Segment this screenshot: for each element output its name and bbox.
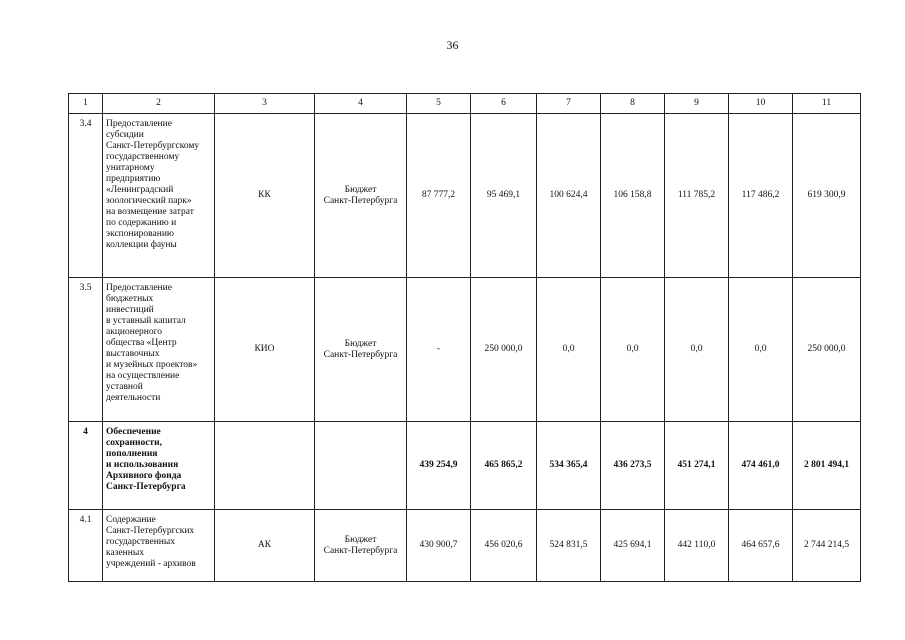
activity-name-line: коллекции фауны [106, 240, 177, 250]
header-cell: 11 [793, 94, 861, 114]
funding-source-line: Санкт-Петербурга [323, 195, 398, 206]
activity-name-line: на возмещение затрат [106, 207, 194, 217]
amount-cell: 534 365,4 [537, 422, 601, 510]
activity-name-line: пополнения [106, 449, 158, 459]
activity-name-cell [103, 278, 215, 422]
funding-source-line: Бюджет [344, 534, 377, 545]
budget-table [68, 93, 861, 582]
activity-name-line: и музейных проектов» [106, 360, 198, 370]
activity-name-line: экспонированию [106, 229, 175, 239]
page-number: 36 [446, 38, 459, 52]
activity-name-line: Санкт-Петербургскому [106, 141, 200, 151]
activity-name-line: унитарному [106, 163, 155, 173]
amount-cell: 425 694,1 [601, 510, 665, 582]
activity-name-line: деятельности [106, 393, 161, 403]
amount-cell: 465 865,2 [471, 422, 537, 510]
table-body [69, 114, 861, 582]
table-row [69, 422, 861, 510]
header-cell: 4 [315, 94, 407, 114]
activity-name-line: государственному [106, 152, 180, 162]
amount-cell: - [407, 278, 471, 422]
funding-source-line: Бюджет [344, 184, 377, 195]
amount-cell: 106 158,8 [601, 114, 665, 278]
amount-cell: 111 785,2 [665, 114, 729, 278]
header-row [69, 94, 861, 114]
activity-name-line: в уставный капитал [106, 316, 186, 326]
header-cell: 8 [601, 94, 665, 114]
amount-cell: 95 469,1 [471, 114, 537, 278]
activity-name-cell [103, 510, 215, 582]
header-cell: 9 [665, 94, 729, 114]
row-number-cell: 4 [69, 422, 103, 510]
activity-name-line: Предоставление [106, 283, 172, 293]
funding-source-line: Санкт-Петербурга [323, 349, 398, 360]
header-cell: 7 [537, 94, 601, 114]
table-row [69, 278, 861, 422]
amount-cell: 0,0 [665, 278, 729, 422]
executor-cell: АК [215, 510, 315, 582]
activity-name-line: Санкт-Петербургских [106, 526, 195, 536]
header-cell: 5 [407, 94, 471, 114]
activity-name-line: и использования [106, 460, 179, 470]
amount-cell: 456 020,6 [471, 510, 537, 582]
activity-name-line: акционерного [106, 327, 163, 337]
amount-cell: 0,0 [537, 278, 601, 422]
row-number-cell: 3.4 [69, 114, 103, 278]
funding-source-line: Санкт-Петербурга [323, 545, 398, 556]
funding-source-cell [315, 510, 407, 582]
funding-source-cell [315, 422, 407, 510]
amount-cell: 117 486,2 [729, 114, 793, 278]
funding-source-cell [315, 114, 407, 278]
header-cell: 6 [471, 94, 537, 114]
table-row [69, 114, 861, 278]
activity-name-line: уставной [106, 382, 143, 392]
funding-source-cell [315, 278, 407, 422]
amount-cell: 100 624,4 [537, 114, 601, 278]
activity-name-line: выставочных [106, 349, 160, 359]
row-number-cell: 4.1 [69, 510, 103, 582]
activity-name-line: субсидии [106, 130, 144, 140]
activity-name-line: на осуществление [106, 371, 180, 381]
activity-name-line: учреждений - архивов [106, 559, 196, 569]
header-cell: 10 [729, 94, 793, 114]
funding-source-line: Бюджет [344, 338, 377, 349]
activity-name-line: общества «Центр [106, 338, 177, 348]
amount-cell: 430 900,7 [407, 510, 471, 582]
header-cell: 3 [215, 94, 315, 114]
activity-name-line: Содержание [106, 515, 156, 525]
amount-cell: 442 110,0 [665, 510, 729, 582]
amount-cell: 0,0 [601, 278, 665, 422]
amount-cell: 2 801 494,1 [793, 422, 861, 510]
executor-cell: КИО [215, 278, 315, 422]
activity-name-line: инвестиций [106, 305, 154, 315]
row-number-cell: 3.5 [69, 278, 103, 422]
amount-cell: 250 000,0 [471, 278, 537, 422]
amount-cell: 250 000,0 [793, 278, 861, 422]
activity-name-line: казенных [106, 548, 144, 558]
amount-cell: 2 744 214,5 [793, 510, 861, 582]
activity-name-line: сохранности, [106, 438, 162, 448]
amount-cell: 619 300,9 [793, 114, 861, 278]
amount-cell: 439 254,9 [407, 422, 471, 510]
activity-name-line: бюджетных [106, 294, 154, 304]
header-cell: 1 [69, 94, 103, 114]
activity-name-line: Обеспечение [106, 427, 161, 437]
amount-cell: 524 831,5 [537, 510, 601, 582]
activity-name-line: Санкт-Петербурга [106, 482, 186, 492]
activity-name-line: государственных [106, 537, 176, 547]
executor-cell: КК [215, 114, 315, 278]
activity-name-line: Предоставление [106, 119, 172, 129]
activity-name-cell [103, 114, 215, 278]
amount-cell: 0,0 [729, 278, 793, 422]
activity-name-line: Архивного фонда [106, 471, 182, 481]
activity-name-line: предприятию [106, 174, 161, 184]
amount-cell: 474 461,0 [729, 422, 793, 510]
activity-name-line: по содержанию и [106, 218, 177, 228]
activity-name-line: «Ленинградский [106, 185, 174, 195]
amount-cell: 436 273,5 [601, 422, 665, 510]
amount-cell: 87 777,2 [407, 114, 471, 278]
amount-cell: 464 657,6 [729, 510, 793, 582]
header-cell: 2 [103, 94, 215, 114]
activity-name-cell [103, 422, 215, 510]
activity-name-line: зоологический парк» [106, 196, 192, 206]
table-row [69, 510, 861, 582]
amount-cell: 451 274,1 [665, 422, 729, 510]
executor-cell [215, 422, 315, 510]
